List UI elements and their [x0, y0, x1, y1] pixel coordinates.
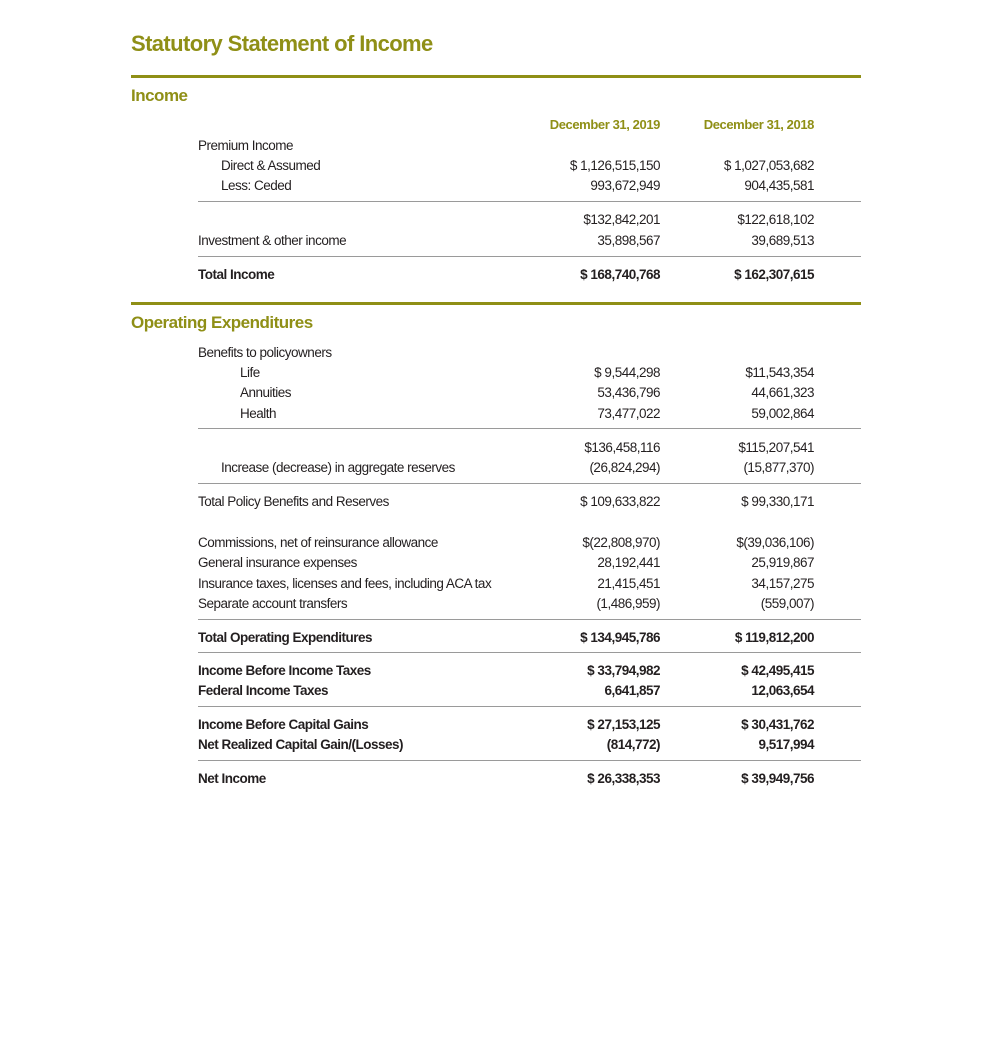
value-2018: (559,007) [760, 596, 814, 611]
value-2019: 6,641,857 [604, 683, 660, 698]
row-divider [198, 619, 861, 620]
row-label: Income Before Capital Gains [198, 717, 369, 732]
value-2019: $ 1,126,515,150 [569, 158, 660, 173]
row-label: Benefits to policyowners [198, 345, 332, 360]
row-label: Federal Income Taxes [198, 683, 329, 698]
premium-income-label-row [198, 136, 814, 156]
value-2019: $ 109,633,822 [580, 494, 660, 509]
value-2018: 12,063,654 [751, 683, 814, 698]
table-row [198, 458, 814, 478]
value-2018: 44,661,323 [751, 385, 814, 400]
value-2019: (814,772) [606, 737, 660, 752]
value-2018: 39,689,513 [751, 233, 814, 248]
value-2019: $ 9,544,298 [594, 365, 660, 380]
value-2019: $ 33,794,982 [587, 663, 660, 678]
value-2018: $ 42,495,415 [741, 663, 814, 678]
value-2018: 25,919,867 [751, 555, 814, 570]
value-2019: (26,824,294) [589, 460, 660, 475]
value-2018: $(39,036,106) [736, 535, 814, 550]
row-label: Less: Ceded [221, 178, 292, 193]
table-row [198, 553, 814, 573]
page-title: Statutory Statement of Income [131, 31, 433, 56]
row-label: Premium Income [198, 138, 294, 153]
benefits-label-row [198, 343, 814, 363]
value-2019: $136,458,116 [584, 440, 660, 455]
value-2018: 904,435,581 [744, 178, 814, 193]
row-divider [198, 256, 861, 257]
total-operating-row [198, 628, 814, 648]
table-row [198, 176, 814, 196]
value-2019: 993,672,949 [590, 178, 660, 193]
row-divider [198, 483, 861, 484]
row-label: Annuities [240, 385, 292, 400]
value-2018: 59,002,864 [751, 406, 814, 421]
value-2019: $ 26,338,353 [587, 771, 660, 786]
value-2018: $115,207,541 [738, 440, 814, 455]
value-2019: 21,415,451 [597, 576, 660, 591]
table-row [198, 661, 814, 681]
total-income-row [198, 265, 814, 285]
value-2019: 35,898,567 [597, 233, 660, 248]
row-label: Insurance taxes, licenses and fees, including ACA tax [198, 576, 492, 591]
row-divider [198, 201, 861, 202]
table-row [198, 156, 814, 176]
value-2019: 73,477,022 [597, 406, 660, 421]
row-label: Total Operating Expenditures [198, 630, 373, 645]
table-row [198, 681, 814, 701]
row-label: Separate account transfers [198, 596, 348, 611]
value-2019: $ 168,740,768 [580, 267, 660, 282]
row-label: Income Before Income Taxes [198, 663, 371, 678]
table-row [198, 363, 814, 383]
row-label: Net Realized Capital Gain/(Losses) [198, 737, 404, 752]
table-row [198, 383, 814, 403]
table-row [198, 438, 814, 458]
value-2019: 53,436,796 [597, 385, 660, 400]
row-label: Commissions, net of reinsurance allowance [198, 535, 438, 550]
value-2019: $ 134,945,786 [580, 630, 660, 645]
row-label: Life [240, 365, 260, 380]
table-row [198, 735, 814, 755]
value-2019: $(22,808,970) [582, 535, 660, 550]
income-heading: Income [131, 86, 188, 105]
row-label: Health [240, 406, 277, 421]
row-divider [198, 706, 861, 707]
value-2018: $ 30,431,762 [741, 717, 814, 732]
row-divider [198, 428, 861, 429]
table-row [198, 404, 814, 424]
table-row [198, 715, 814, 735]
table-row [198, 594, 814, 614]
value-2019: (1,486,959) [596, 596, 660, 611]
column-header-2019: December 31, 2019 [549, 117, 660, 132]
value-2019: 28,192,441 [597, 555, 660, 570]
row-label: Total Policy Benefits and Reserves [198, 494, 389, 509]
row-label: Increase (decrease) in aggregate reserves [221, 460, 455, 475]
value-2019: $ 27,153,125 [587, 717, 660, 732]
row-label: Investment & other income [198, 233, 347, 248]
title-divider [131, 75, 861, 78]
row-divider [198, 760, 861, 761]
value-2018: 34,157,275 [751, 576, 814, 591]
value-2018: $ 119,812,200 [734, 630, 814, 645]
value-2018: $122,618,102 [737, 212, 814, 227]
table-row [198, 533, 814, 553]
value-2018: 9,517,994 [758, 737, 814, 752]
row-divider [198, 652, 861, 653]
table-row [198, 492, 814, 512]
value-2018: (15,877,370) [743, 460, 814, 475]
value-2018: $ 162,307,615 [734, 267, 814, 282]
table-row [198, 574, 814, 594]
net-income-row [198, 769, 814, 789]
value-2018: $ 39,949,756 [741, 771, 814, 786]
value-2018: $ 1,027,053,682 [723, 158, 814, 173]
row-label: General insurance expenses [198, 555, 357, 570]
row-label: Total Income [198, 267, 275, 282]
column-header-2018: December 31, 2018 [703, 117, 814, 132]
value-2018: $ 99,330,171 [741, 494, 814, 509]
row-label: Net Income [198, 771, 266, 786]
table-row [198, 210, 814, 230]
expenditures-heading: Operating Expenditures [131, 313, 313, 332]
value-2018: $11,543,354 [745, 365, 814, 380]
table-row [198, 231, 814, 251]
section-divider [131, 302, 861, 305]
row-label: Direct & Assumed [221, 158, 321, 173]
value-2019: $132,842,201 [583, 212, 660, 227]
